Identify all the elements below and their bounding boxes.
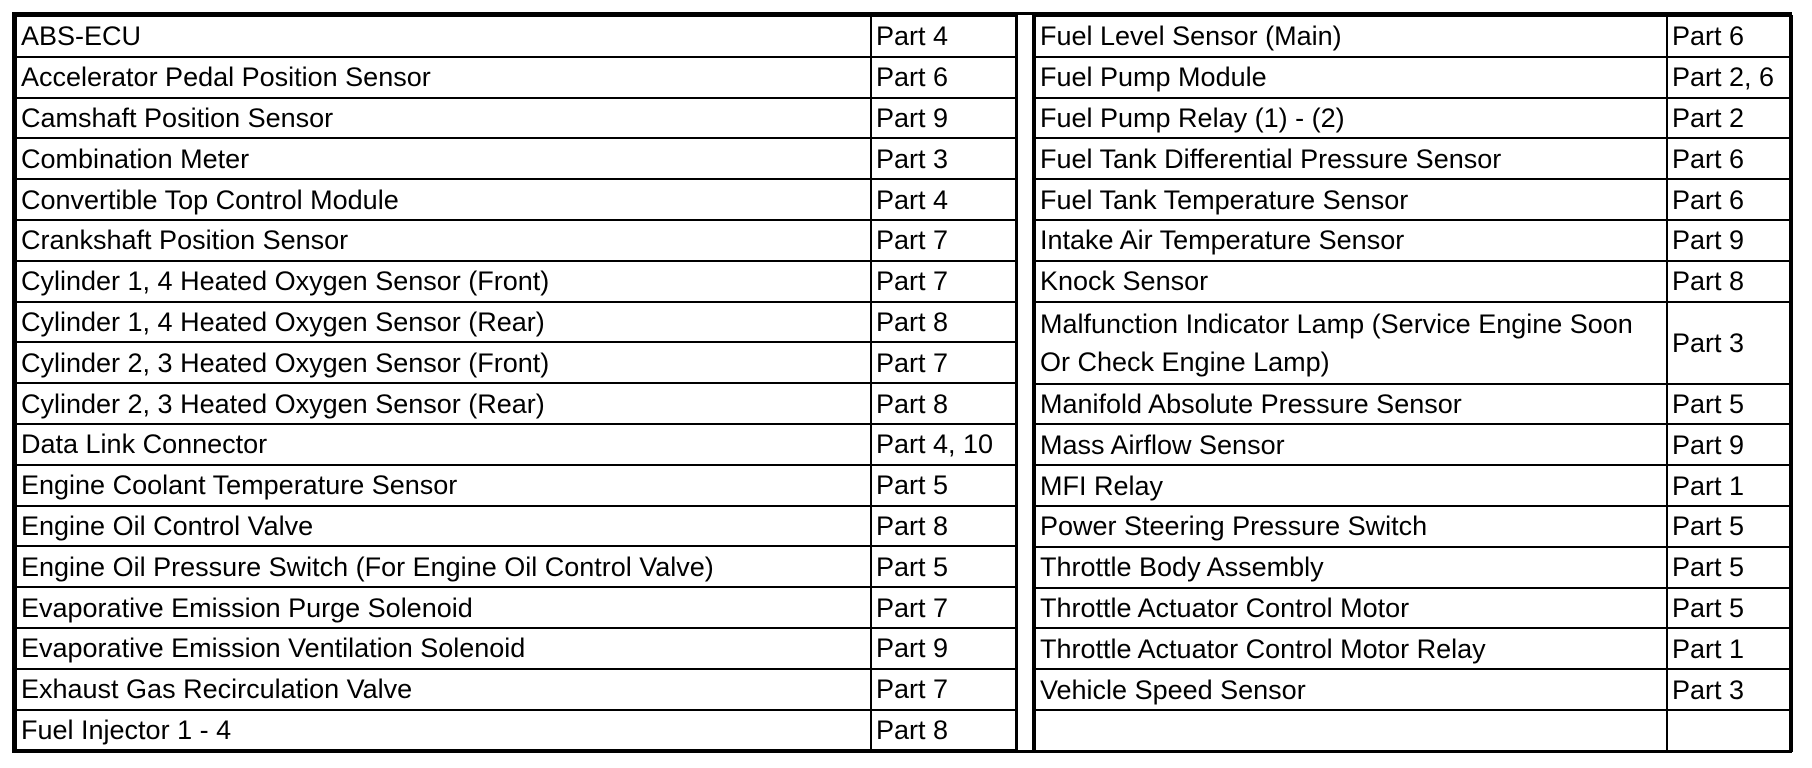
part-reference-cell: Part 8 [871, 383, 1016, 424]
table-row [1035, 138, 1792, 179]
component-name-cell: Combination Meter [16, 138, 871, 179]
left-table-body [16, 16, 1016, 750]
component-name-cell: Accelerator Pedal Position Sensor [16, 57, 871, 98]
part-reference-cell: Part 1 [1667, 465, 1792, 506]
part-reference-cell: Part 6 [1667, 16, 1792, 57]
part-reference-cell: Part 5 [871, 546, 1016, 587]
table-row [1035, 220, 1792, 261]
component-name-cell: Fuel Level Sensor (Main) [1035, 16, 1667, 57]
component-name-cell: Engine Oil Control Valve [16, 506, 871, 547]
component-name-cell: Cylinder 2, 3 Heated Oxygen Sensor (Rear) [16, 383, 871, 424]
component-name-cell: Throttle Body Assembly [1035, 547, 1667, 588]
component-name-cell: Cylinder 1, 4 Heated Oxygen Sensor (Front) [16, 261, 871, 302]
table-row [16, 710, 1016, 751]
table-row [1035, 57, 1792, 98]
part-reference-cell: Part 7 [871, 342, 1016, 383]
component-name-cell: Fuel Tank Differential Pressure Sensor [1035, 138, 1667, 179]
part-reference-cell: Part 8 [871, 710, 1016, 751]
table-row [16, 220, 1016, 261]
table-row [1035, 710, 1792, 751]
part-reference-cell: Part 5 [871, 465, 1016, 506]
part-reference-cell: Part 9 [1667, 220, 1792, 261]
table-row [16, 138, 1016, 179]
table-row [1035, 588, 1792, 629]
part-reference-cell: Part 8 [871, 506, 1016, 547]
table-row [16, 546, 1016, 587]
part-reference-cell: Part 7 [871, 261, 1016, 302]
table-row [16, 57, 1016, 98]
part-reference-cell: Part 8 [1667, 261, 1792, 302]
part-reference-cell: Part 5 [1667, 506, 1792, 547]
component-name-cell: Intake Air Temperature Sensor [1035, 220, 1667, 261]
component-name-cell: Fuel Pump Relay (1) - (2) [1035, 98, 1667, 139]
component-name-cell: Power Steering Pressure Switch [1035, 506, 1667, 547]
component-name-cell: Fuel Pump Module [1035, 57, 1667, 98]
component-name-cell: Vehicle Speed Sensor [1035, 669, 1667, 710]
part-reference-cell: Part 9 [871, 98, 1016, 139]
part-reference-cell: Part 2, 6 [1667, 57, 1792, 98]
component-name-cell: Mass Airflow Sensor [1035, 424, 1667, 465]
component-name-cell: Convertible Top Control Module [16, 179, 871, 220]
table-row [16, 179, 1016, 220]
part-reference-cell: Part 4 [871, 179, 1016, 220]
table-row [1035, 16, 1792, 57]
component-name-cell: Exhaust Gas Recirculation Valve [16, 669, 871, 710]
part-reference-cell: Part 3 [1667, 302, 1792, 384]
column-divider [1016, 15, 1034, 750]
table-row [16, 669, 1016, 710]
right-component-table [1034, 15, 1793, 752]
part-reference-cell: Part 2 [1667, 98, 1792, 139]
part-reference-cell: Part 6 [871, 57, 1016, 98]
component-name-cell: Throttle Actuator Control Motor Relay [1035, 628, 1667, 669]
component-name-cell: Cylinder 2, 3 Heated Oxygen Sensor (Front) [16, 342, 871, 383]
table-row [16, 424, 1016, 465]
component-name-cell: Fuel Injector 1 - 4 [16, 710, 871, 751]
part-reference-cell: Part 3 [1667, 669, 1792, 710]
component-name-cell: Malfunction Indicator Lamp (Service Engine Soon Or Check Engine Lamp) [1035, 302, 1667, 384]
component-name-cell: Manifold Absolute Pressure Sensor [1035, 384, 1667, 425]
table-row [16, 342, 1016, 383]
table-row [16, 98, 1016, 139]
part-reference-cell [1667, 710, 1792, 751]
component-name-cell: ABS-ECU [16, 16, 871, 57]
table-row [1035, 465, 1792, 506]
part-reference-cell: Part 8 [871, 302, 1016, 343]
right-table-body [1035, 16, 1792, 751]
component-name-cell: Throttle Actuator Control Motor [1035, 588, 1667, 629]
table-row [1035, 98, 1792, 139]
component-name-cell: Camshaft Position Sensor [16, 98, 871, 139]
part-reference-cell: Part 1 [1667, 628, 1792, 669]
table-row [16, 587, 1016, 628]
table-row [1035, 424, 1792, 465]
table-row [1035, 506, 1792, 547]
component-name-cell: Evaporative Emission Ventilation Solenoid [16, 628, 871, 669]
table-row [1035, 302, 1792, 384]
component-name-cell: Fuel Tank Temperature Sensor [1035, 179, 1667, 220]
part-reference-cell: Part 7 [871, 220, 1016, 261]
component-name-cell: Evaporative Emission Purge Solenoid [16, 587, 871, 628]
part-reference-cell: Part 9 [871, 628, 1016, 669]
left-component-table [15, 15, 1017, 751]
part-reference-cell: Part 5 [1667, 588, 1792, 629]
table-row [16, 465, 1016, 506]
part-reference-cell: Part 5 [1667, 384, 1792, 425]
component-name-cell: Knock Sensor [1035, 261, 1667, 302]
table-row [1035, 261, 1792, 302]
part-reference-cell: Part 7 [871, 587, 1016, 628]
component-name-cell: Cylinder 1, 4 Heated Oxygen Sensor (Rear) [16, 302, 871, 343]
component-name-cell [1035, 710, 1667, 751]
table-row [16, 383, 1016, 424]
component-index-table [12, 12, 1792, 753]
table-row [16, 628, 1016, 669]
part-reference-cell: Part 4, 10 [871, 424, 1016, 465]
part-reference-cell: Part 3 [871, 138, 1016, 179]
part-reference-cell: Part 6 [1667, 138, 1792, 179]
component-name-cell: MFI Relay [1035, 465, 1667, 506]
table-row [1035, 628, 1792, 669]
table-row [16, 506, 1016, 547]
table-row [1035, 547, 1792, 588]
part-reference-cell: Part 5 [1667, 547, 1792, 588]
table-row [1035, 179, 1792, 220]
component-name-cell: Crankshaft Position Sensor [16, 220, 871, 261]
part-reference-cell: Part 9 [1667, 424, 1792, 465]
component-name-cell: Data Link Connector [16, 424, 871, 465]
table-row [16, 302, 1016, 343]
table-row [16, 261, 1016, 302]
table-row [16, 16, 1016, 57]
part-reference-cell: Part 4 [871, 16, 1016, 57]
part-reference-cell: Part 6 [1667, 179, 1792, 220]
component-name-cell: Engine Oil Pressure Switch (For Engine Oil Control Valve) [16, 546, 871, 587]
table-row [1035, 384, 1792, 425]
part-reference-cell: Part 7 [871, 669, 1016, 710]
table-row [1035, 669, 1792, 710]
component-name-cell: Engine Coolant Temperature Sensor [16, 465, 871, 506]
